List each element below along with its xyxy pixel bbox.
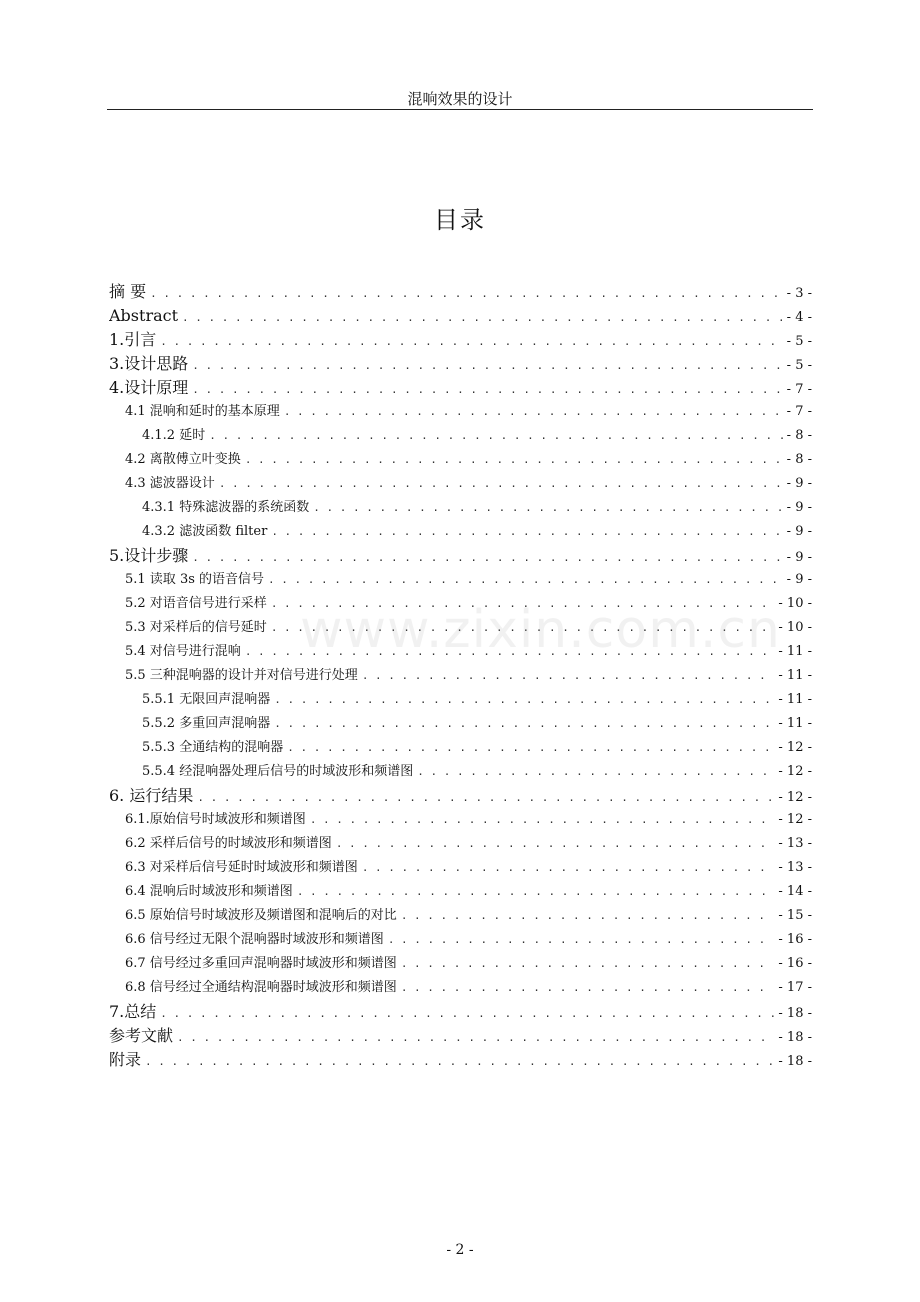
toc-entry[interactable] [109, 520, 812, 544]
toc-entry[interactable] [109, 376, 812, 400]
toc-entry-page: - 4 - [786, 310, 812, 325]
toc-entry[interactable] [109, 472, 812, 496]
toc-leader-dots [160, 330, 782, 352]
toc-entry[interactable] [109, 928, 812, 952]
toc-entry-page: - 13 - [778, 836, 812, 851]
toc-leader-dots [313, 496, 782, 520]
toc-entry-page: - 17 - [778, 980, 812, 995]
toc-entry-label: 6. 运行结果 [109, 786, 194, 805]
toc-leader-dots [268, 568, 783, 592]
toc-entry[interactable] [109, 400, 812, 424]
toc-entry-page: - 3 - [786, 286, 812, 301]
toc-entry[interactable] [109, 1000, 812, 1024]
toc-entry[interactable] [109, 304, 812, 328]
toc-leader-dots [150, 282, 783, 304]
toc-entry[interactable] [109, 712, 812, 736]
toc-title: 目录 [434, 206, 486, 234]
toc-leader-dots [192, 546, 782, 568]
toc-leader-dots [271, 616, 775, 640]
toc-leader-dots [401, 904, 775, 928]
toc-entry-page: - 5 - [786, 358, 812, 373]
toc-entry-label: 4.3.1 特殊滤波器的系统函数 [142, 500, 310, 515]
toc-entry-page: - 14 - [778, 884, 812, 899]
toc-entry-page: - 8 - [786, 428, 812, 443]
toc-entry[interactable] [109, 808, 812, 832]
toc-entry[interactable] [109, 832, 812, 856]
toc-leader-dots [401, 952, 775, 976]
toc-entry-label: 6.2 采样后信号的时域波形和频谱图 [125, 836, 332, 851]
toc-leader-dots [417, 760, 774, 784]
toc-entry[interactable] [109, 880, 812, 904]
toc-entry-page: - 18 - [778, 1030, 812, 1045]
toc-entry-page: - 9 - [786, 524, 812, 539]
toc-entry-label: 5.5.3 全通结构的混响器 [142, 740, 284, 755]
toc-entry-page: - 12 - [778, 764, 812, 779]
toc-entry[interactable] [109, 448, 812, 472]
toc-entry[interactable] [109, 736, 812, 760]
toc-entry-label: 6.8 信号经过全通结构混响器时域波形和频谱图 [125, 980, 397, 995]
toc-entry[interactable] [109, 616, 812, 640]
toc-entry-page: - 16 - [778, 956, 812, 971]
toc-leader-dots [192, 378, 782, 400]
toc-entry-label: 5.5 三种混响器的设计并对信号进行处理 [125, 668, 358, 683]
toc-entry-label: 附录 [109, 1050, 142, 1069]
toc-entry-label: 5.5.1 无限回声混响器 [142, 692, 271, 707]
toc-leader-dots [145, 1050, 774, 1072]
toc-entry-page: - 16 - [778, 932, 812, 947]
toc-leader-dots [362, 664, 775, 688]
toc-leader-dots [284, 400, 783, 424]
toc-entry-label: 4.3 滤波器设计 [125, 476, 215, 491]
toc-entry-page: - 9 - [786, 500, 812, 515]
toc-entry[interactable] [109, 568, 812, 592]
toc-entry-page: - 9 - [786, 572, 812, 587]
toc-entry-label: 4.1 混响和延时的基本原理 [125, 404, 280, 419]
toc-leader-dots [336, 832, 775, 856]
toc-entry-label: 6.7 信号经过多重回声混响器时域波形和频谱图 [125, 956, 397, 971]
page-number: - 2 - [446, 1242, 474, 1258]
toc-entry[interactable] [109, 664, 812, 688]
toc-entry-label: 3.设计思路 [109, 354, 189, 373]
toc-entry-page: - 10 - [778, 620, 812, 635]
toc-entry-label: 1.引言 [109, 330, 157, 349]
toc-entry-label: 7.总结 [109, 1002, 157, 1021]
toc-entry[interactable] [109, 496, 812, 520]
toc-entry-page: - 18 - [778, 1054, 812, 1069]
toc-leader-dots [209, 424, 782, 448]
toc-entry-page: - 11 - [778, 692, 812, 707]
toc-entry-page: - 5 - [786, 334, 812, 349]
toc-entry[interactable] [109, 904, 812, 928]
toc-leader-dots [271, 592, 775, 616]
toc-entry-page: - 9 - [786, 550, 812, 565]
toc-leader-dots [274, 688, 774, 712]
header-rule [107, 109, 813, 110]
toc-entry[interactable] [109, 352, 812, 376]
toc-leader-dots [388, 928, 775, 952]
toc-entry[interactable] [109, 856, 812, 880]
toc-leader-dots [219, 472, 783, 496]
toc-entry-label: 6.1.原始信号时域波形和频谱图 [125, 812, 306, 827]
toc-entry[interactable] [109, 424, 812, 448]
toc-entry-page: - 11 - [778, 644, 812, 659]
toc-entry-page: - 8 - [786, 452, 812, 467]
toc-entry-page: - 13 - [778, 860, 812, 875]
toc-entry[interactable] [109, 1048, 812, 1072]
toc-entry-page: - 15 - [778, 908, 812, 923]
toc-entry-label: 5.5.4 经混响器处理后信号的时域波形和频谱图 [142, 764, 414, 779]
toc-leader-dots [197, 786, 774, 808]
toc-leader-dots [271, 520, 782, 544]
toc-leader-dots [274, 712, 774, 736]
toc-leader-dots [287, 736, 774, 760]
toc-leader-dots [177, 1026, 774, 1048]
toc-entry-page: - 12 - [778, 790, 812, 805]
toc-entry-page: - 9 - [786, 476, 812, 491]
toc-entry-label: 6.5 原始信号时域波形及频谱图和混响后的对比 [125, 908, 397, 923]
toc-entry[interactable] [109, 784, 812, 808]
toc-entry-label: 5.设计步骤 [109, 546, 189, 565]
toc-leader-dots [192, 354, 782, 376]
toc-entry-label: 6.3 对采样后信号延时时域波形和频谱图 [125, 860, 358, 875]
toc-entry[interactable] [109, 328, 812, 352]
toc-entry-label: 5.4 对信号进行混响 [125, 644, 241, 659]
toc-entry-label: 6.6 信号经过无限个混响器时域波形和频谱图 [125, 932, 384, 947]
toc-entry-label: 4.1.2 延时 [142, 428, 206, 443]
toc-entry-label: 5.2 对语音信号进行采样 [125, 596, 267, 611]
toc-entry-label: 6.4 混响后时域波形和频谱图 [125, 884, 293, 899]
toc-leader-dots [245, 448, 783, 472]
toc-entry-label: 5.3 对采样后的信号延时 [125, 620, 267, 635]
toc-entry[interactable] [109, 640, 812, 664]
toc-entry[interactable] [109, 544, 812, 568]
toc-entry-page: - 10 - [778, 596, 812, 611]
toc-entry-page: - 11 - [778, 716, 812, 731]
toc-entry-page: - 12 - [778, 740, 812, 755]
toc-entry[interactable] [109, 280, 812, 304]
toc-leader-dots [160, 1002, 774, 1024]
toc-entry-label: 4.设计原理 [109, 378, 189, 397]
toc-leader-dots [401, 976, 775, 1000]
toc-entry[interactable] [109, 1024, 812, 1048]
toc-entry-page: - 18 - [778, 1006, 812, 1021]
toc-leader-dots [182, 306, 783, 328]
toc-entry-label: Abstract [109, 306, 179, 325]
toc-entry-label: 4.2 离散傅立叶变换 [125, 452, 241, 467]
toc-entry-label: 4.3.2 滤波函数 filter [142, 524, 268, 539]
watermark: www.zixin.com.cn [300, 600, 781, 660]
toc-entry[interactable] [109, 760, 812, 784]
toc-entry[interactable] [109, 688, 812, 712]
running-header: 混响效果的设计 [407, 90, 513, 108]
toc-entry-label: 摘 要 [109, 282, 147, 301]
toc-entry-label: 5.5.2 多重回声混响器 [142, 716, 271, 731]
toc-entry-page: - 7 - [786, 404, 812, 419]
toc-entry-page: - 11 - [778, 668, 812, 683]
toc-leader-dots [245, 640, 775, 664]
toc-entry-label: 5.1 读取 3s 的语音信号 [125, 572, 265, 587]
toc-entry[interactable] [109, 952, 812, 976]
toc-entry-page: - 7 - [786, 382, 812, 397]
toc-entry-label: 参考文献 [109, 1026, 174, 1045]
toc-leader-dots [297, 880, 775, 904]
toc-leader-dots [362, 856, 775, 880]
toc-leader-dots [310, 808, 775, 832]
toc-entry[interactable] [109, 976, 812, 1000]
table-of-contents [109, 280, 812, 1072]
toc-entry[interactable] [109, 592, 812, 616]
toc-entry-page: - 12 - [778, 812, 812, 827]
